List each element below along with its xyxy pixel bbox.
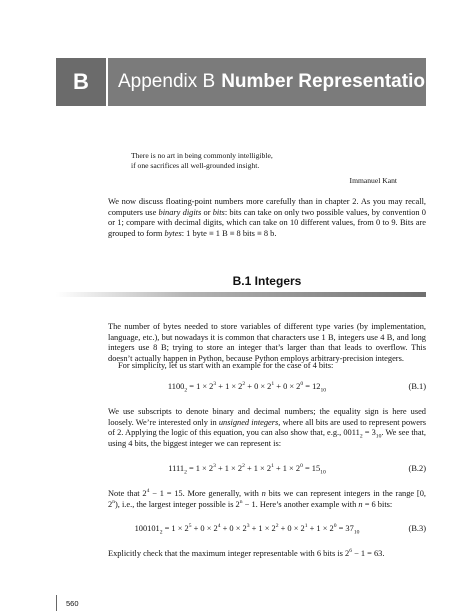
text-run: Note that 2 (108, 489, 147, 498)
superscript: 6 (349, 548, 352, 555)
body-paragraph (108, 407, 426, 449)
chapter-name: Number Representations (221, 71, 448, 92)
superscript: n (112, 498, 115, 505)
text-run: We now discuss floating-point numbers more carefully than in chapter 2. As you may recall, computers use (108, 197, 426, 217)
text-run: : bits can take on only two possible values, by convention 0 or 1; compare with decimal digits, which can take on 10 different values, from 0 to 9. Bits are grouped to form (108, 207, 426, 238)
chapter-title (118, 58, 447, 106)
subscript: 2 (359, 433, 363, 440)
equation-b3 (108, 524, 426, 536)
emphasis: bits (212, 207, 225, 217)
text-run: . We see that, using 4 bits, the biggest integer we can represent is: (108, 428, 426, 448)
page-number: 560 (66, 599, 79, 608)
emphasis: n (358, 499, 363, 509)
superscript: n (239, 498, 243, 505)
body-paragraph: The number of bytes needed to store variables of different type varies (by implementation, language, etc.), but nowadays it is common that characters use 1 B, integers use 4 B, and long integers use 8 B; trying to store an integer that’s larger than that leads to overflow. This doesn’t actually happen in Python, because Python employs arbitrary-precision integers. (108, 322, 426, 363)
text-run: Explicitly check that the maximum integer representable with 6 bits is 2 (108, 549, 350, 558)
text-run: : 1 byte ≡ 1 B ≡ 8 bits ≡ 8 b. (181, 228, 277, 238)
footer-line (56, 595, 57, 611)
text-run: , where all bits are used to represent powers of 2. Applying the logic of this equation, you can also show that, e.g., 0011 (108, 417, 426, 438)
emphasis: unsigned integers (218, 417, 279, 427)
section-rule (56, 292, 426, 297)
section-heading: B.1 Integers (232, 274, 302, 288)
text-run: = 6 bits: (362, 499, 393, 509)
equation-body: $1100_2 = 1 \times 2^3 + 1 \times 2^2 + 0 \times 2^1 + 0 \times 2^0 = 12_{10}$ (167, 381, 327, 394)
equation-body: $100101_2 = 1 \times 2^5 + 0 \times 2^4 + 0 \times 2^3 + 1 \times 2^2 + 0 \times 2^1 + 1 \times 2^0 = 37_{10}$ (134, 523, 360, 536)
emphasis: n (261, 489, 266, 498)
chapter-divider (106, 58, 108, 106)
superscript: 4 (146, 488, 150, 495)
text-run: bits we can represent integers in the range [0, 2 (108, 489, 426, 509)
epigraph-author: Immanuel Kant (349, 176, 397, 185)
equation-b2 (108, 464, 426, 476)
epigraph (131, 151, 397, 186)
equation-body: $1111_2 = 1 \times 2^3 + 1 \times 2^2 + 1 \times 2^1 + 1 \times 2^0 = 15_{10}$ (168, 463, 326, 476)
text-run: We use subscripts to denote binary and decimal numbers; the equality sign is here used loosely. We’re interested only in (108, 407, 426, 427)
chapter-prefix: Appendix B (118, 71, 216, 92)
emphasis: binary digits (158, 207, 202, 217)
equation-number: (B.3) (408, 524, 426, 533)
emphasis: bytes (164, 228, 182, 238)
intro-paragraph (108, 197, 426, 239)
chapter-letter: B (56, 58, 106, 106)
epigraph-line-1: There is no art in being commonly intelligible, (131, 151, 273, 160)
equation-number: (B.1) (408, 382, 426, 391)
text-run: − 1 = 63. (351, 549, 385, 558)
text-run: ), i.e., the largest integer possible is 2 (114, 499, 240, 509)
subscript: 10 (375, 433, 382, 440)
body-paragraph: For simplicity, let us start with an example for the case of 4 bits: (118, 361, 334, 370)
equation-number: (B.2) (408, 464, 426, 473)
equation-b1 (108, 382, 426, 394)
body-paragraph (108, 549, 426, 560)
text-run: or (201, 207, 213, 217)
text-run: − 1. Here’s another example with (242, 499, 359, 509)
text-run: = 3 (362, 428, 376, 438)
text-run: − 1 = 15. More generally, with (149, 489, 262, 498)
epigraph-line-2: if one sacrifices all well-grounded insight. (131, 161, 260, 170)
body-paragraph (108, 489, 426, 510)
